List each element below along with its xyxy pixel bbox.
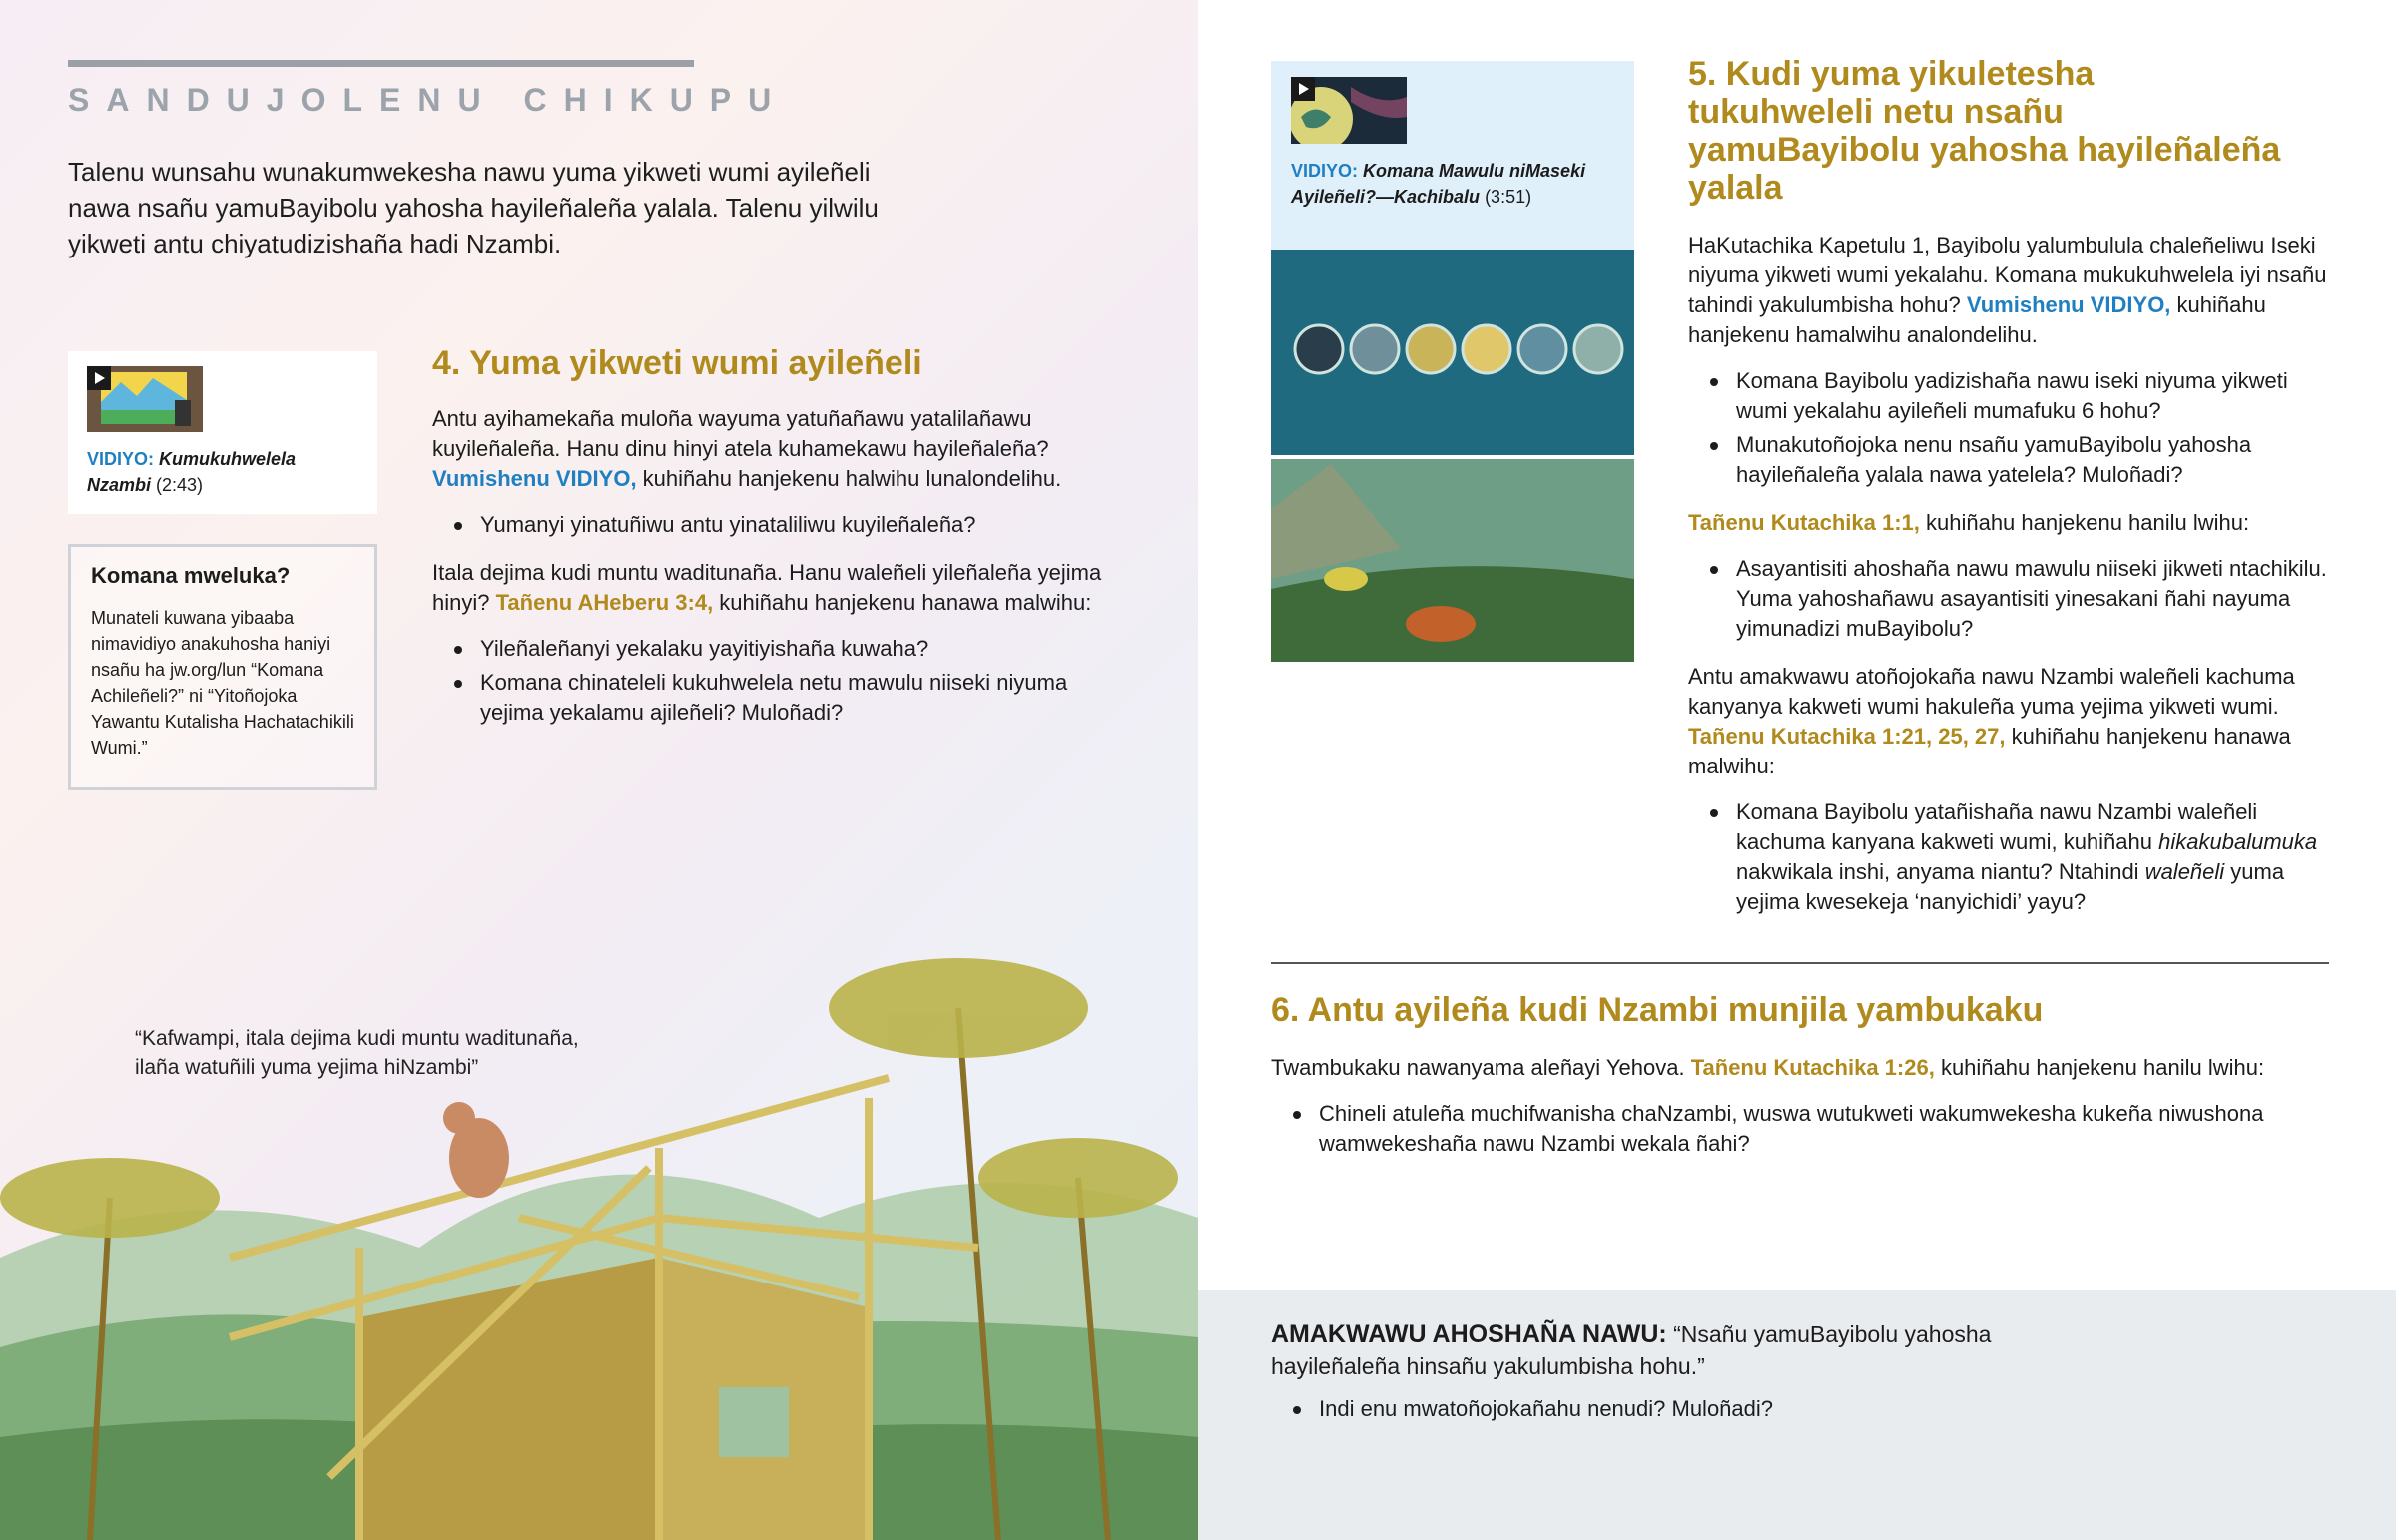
video-link[interactable]: Vumishenu VIDIYO,	[1966, 292, 2171, 317]
video-header[interactable]	[1271, 61, 1634, 250]
video-thumbnail[interactable]	[87, 366, 203, 432]
section-6-heading: 6. Antu ayileña kudi Nzambi munjila yambukaku	[1271, 991, 2044, 1029]
video-caption[interactable]: VIDIYO: Komana Mawulu niMaseki Ayileñeli?—Kachibalu (3:51)	[1291, 161, 1586, 207]
video-caption[interactable]: VIDIYO: Kumukuhwelela Nzambi (2:43)	[87, 449, 297, 495]
scripture-link[interactable]: Tañenu Kutachika 1:26,	[1690, 1055, 1935, 1080]
paragraph: Itala dejima kudi muntu waditunaña. Hanu waleñeli yileñaleña yejima hinyi? Tañenu AHeberu 3:4, kuhiñahu hanjekenu hanawa malwihu:	[432, 560, 1102, 615]
others-say-box	[1198, 1290, 2396, 1540]
right-page	[1198, 0, 2396, 1540]
question-bullet: Komana Bayibolu yatañishaña nawu Nzambi waleñeli kachuma kanyana kakweti wumi, kuhiñahu hikakubalumuka nakwikala inshi, anyama niantu? Ntahindi waleñeli yuma yejima kwesekeja ‘nanyichidi’ yayu?	[1688, 797, 2337, 917]
page-kicker: SANDUJOLENU CHIKUPU	[68, 82, 789, 118]
section-5	[1688, 55, 2337, 935]
video-thumbnail[interactable]	[1291, 77, 1407, 144]
play-icon[interactable]	[87, 366, 111, 390]
scripture-link[interactable]: Tañenu Kutachika 1:21, 25, 27,	[1688, 724, 2006, 749]
scripture-link[interactable]: Tañenu Kutachika 1:1,	[1688, 510, 1920, 535]
box-title: Komana mweluka?	[91, 563, 291, 588]
question-bullet: Komana Bayibolu yadizishaña nawu iseki niyuma yikweti wumi yekalahu ayileñeli mumafuku 6 hohu?	[1688, 366, 2337, 426]
video-card[interactable]	[68, 351, 377, 514]
paragraph: Twambukaku nawanyama aleñayi Yehova. Tañenu Kutachika 1:26, kuhiñahu hanjekenu hanilu lwihu:	[1271, 1055, 2265, 1080]
bamboo-house-illustration	[0, 918, 1198, 1540]
section-6	[1271, 991, 2339, 1177]
question-bullet: Yileñaleñanyi yekalaku yayitiyishaña kuwaha?	[432, 634, 1121, 664]
paragraph: Tañenu Kutachika 1:1, kuhiñahu hanjekenu hanilu lwihu:	[1688, 510, 2250, 535]
section-rule	[68, 60, 694, 67]
question-bullet: Munakutoñojoka nenu nsañu yamuBayibolu yahosha hayileñaleña yalala nawa yatelela? Muloñadi?	[1688, 430, 2337, 490]
question-bullet: Asayantisiti ahoshaña nawu mawulu niiseki jikweti ntachikilu. Yuma yahoshañawu asayantisiti yinesakani ñahi nayuma yimunadizi muBayibolu?	[1688, 554, 2337, 644]
section-4-heading: 4. Yuma yikweti wumi ayileñeli	[432, 344, 922, 382]
did-you-know-box	[68, 544, 377, 790]
creation-days-illustration	[1271, 250, 1634, 662]
others-say-text: AMAKWAWU AHOSHAÑA NAWU: “Nsañu yamuBayibolu yahosha hayileñaleña hinsañu yakulumbisha hohu.”	[1271, 1320, 1992, 1379]
play-icon[interactable]	[1291, 77, 1315, 101]
question-bullet: Chineli atuleña muchifwanisha chaNzambi, wuswa wutukweti wakumwekesha kukeña niwushona wamwekeshaña nawu Nzambi wekala ñahi?	[1271, 1099, 2339, 1159]
video-link[interactable]: Vumishenu VIDIYO,	[432, 466, 637, 491]
section-5-heading: 5. Kudi yuma yikuletesha tukuhweleli netu nsañu yamuBayibolu yahosha hayileñaleña yalala	[1688, 55, 2281, 207]
paragraph: Antu ayihamekaña muloña wayuma yatuñañawu yatalilañawu kuyileñaleña. Hanu dinu hinyi atela kuhamekawu hayileñaleña? Vumishenu VIDIYO, kuhiñahu hanjekenu halwihu lunalondelihu.	[432, 406, 1062, 491]
question-bullet: Yumanyi yinatuñiwu antu yinataliliwu kuyileñaleña?	[432, 510, 1121, 540]
video-panel[interactable]	[1271, 61, 1634, 662]
box-text: Munateli kuwana yibaaba nimavidiyo anakuhosha haniyi nsañu ha jw.org/lun “Komana Achileñeli?” ni “Yitoñojoka Yawantu Kutalisha Hachatachikili Wumi.”	[91, 608, 354, 758]
scripture-link[interactable]: Tañenu AHeberu 3:4,	[495, 590, 714, 615]
intro-text: Talenu wunsahu wunakumwekesha nawu yuma yikweti wumi ayileñeli nawa nsañu yamuBayibolu yahosha hayileñaleña yalala. Talenu yilwilu yikweti antu chiyatudizishaña hadi Nzambi.	[68, 157, 879, 258]
section-4	[432, 344, 1121, 746]
paragraph: HaKutachika Kapetulu 1, Bayibolu yalumbulula chaleñeliwu Iseki niyuma yikweti wumi yekalahu. Komana mukukuhwelela iyi nsañu tahindi yakulumbisha hohu? Vumishenu VIDIYO, kuhiñahu hanjekenu hamalwihu analondelihu.	[1688, 233, 2327, 347]
divider	[1271, 962, 2329, 964]
question-bullet: Komana chinateleli kukuhwelela netu mawulu niiseki niyuma yejima yekalamu ajileñeli? Muloñadi?	[432, 668, 1121, 728]
illustration-caption: “Kafwampi, itala dejima kudi muntu waditunaña, ilaña watuñili yuma yejima hiNzambi”	[135, 1027, 579, 1079]
paragraph: Antu amakwawu atoñojokaña nawu Nzambi waleñeli kachuma kanyanya kakweti wumi hakuleña yuma yejima yikweti wumi. Tañenu Kutachika 1:21, 25, 27, kuhiñahu hanjekenu hanawa malwihu:	[1688, 664, 2295, 778]
question-bullet: Indi enu mwatoñojokañahu nenudi? Muloñadi?	[1271, 1394, 2050, 1424]
